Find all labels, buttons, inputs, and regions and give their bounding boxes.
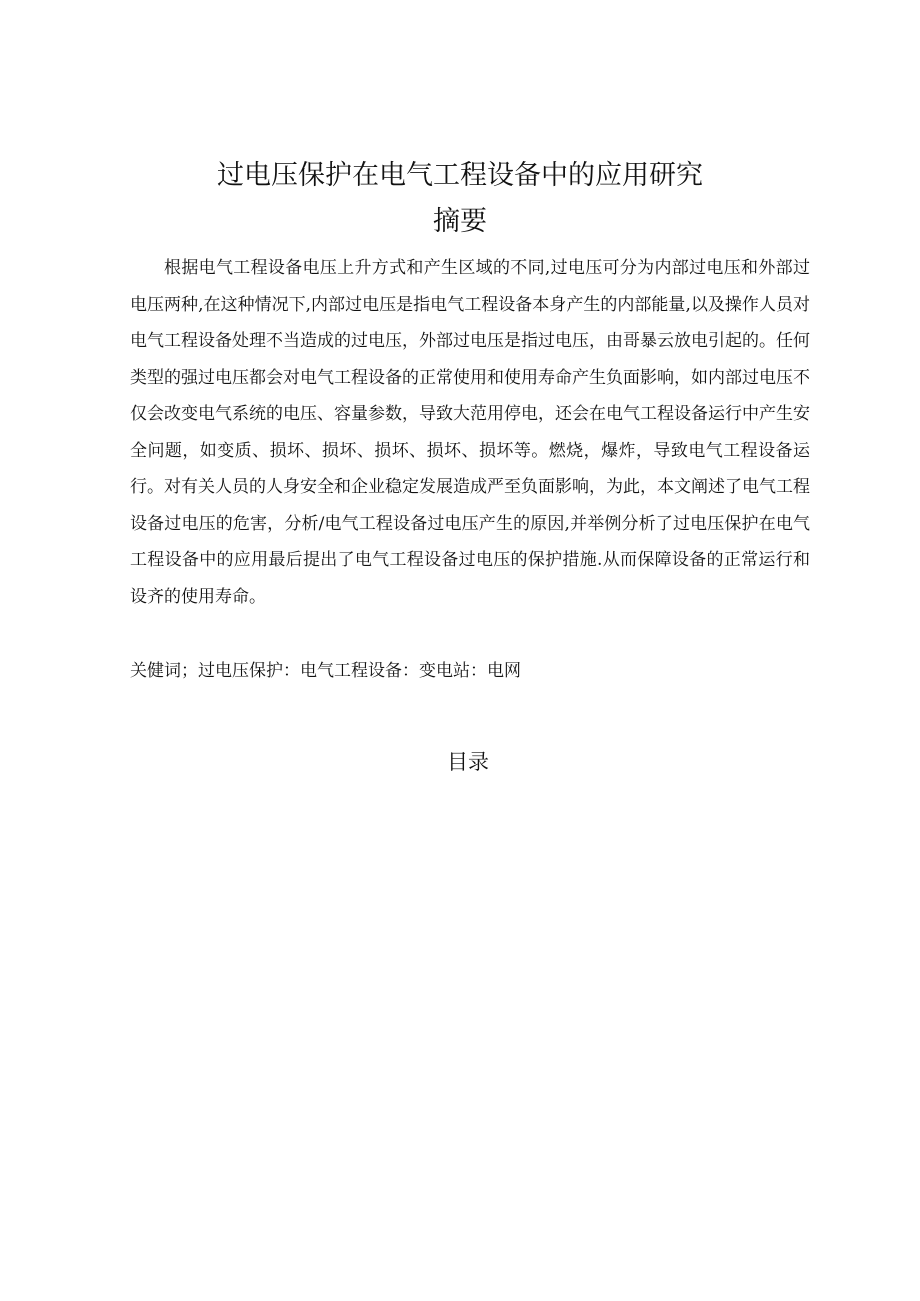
abstract-body: 根据电气工程设备电压上升方式和产生区域的不同,过电压可分为内部过电压和外部过电压两种,在这种情况下,内部过电压是指电气工程设备本身产生的内部能量,以及操作人员对电气工程设备处理不当造成的过电压，外部过电压是指过电压，由哥暴云放电引起的。任何类型的强过电压都会对电气工程设备的正常使用和使用寿命产生负面影响，如内部过电压不仅会改变电气系统的电压、容量参数，导致大范用停电，还会在电气工程设备运行中产生安全问题，如变质、损坏、损坏、损坏、损坏、损坏等。燃烧，爆炸，导致电气工程设备运行。对有关人员的人身安全和企业稳定发展造成严至负面影响，为此，本文阐述了电气工程设备过电压的危害，分析/电气工程设备过电压产生的原因,并举例分析了过电压保护在电气工程设备中的应用最后提出了电气工程设备过电压的保护措施.从而保障设备的正常运行和设齐的使用寿命。 — [130, 258, 810, 607]
keywords-line: 关健词；过电压保护：电气工程设备：变电站：电网 — [130, 661, 521, 681]
document-title: 过电压保护在电气工程设备中的应用研究 — [217, 160, 703, 191]
toc-heading: 目录 — [447, 750, 489, 774]
abstract-heading: 摘要 — [433, 206, 487, 237]
